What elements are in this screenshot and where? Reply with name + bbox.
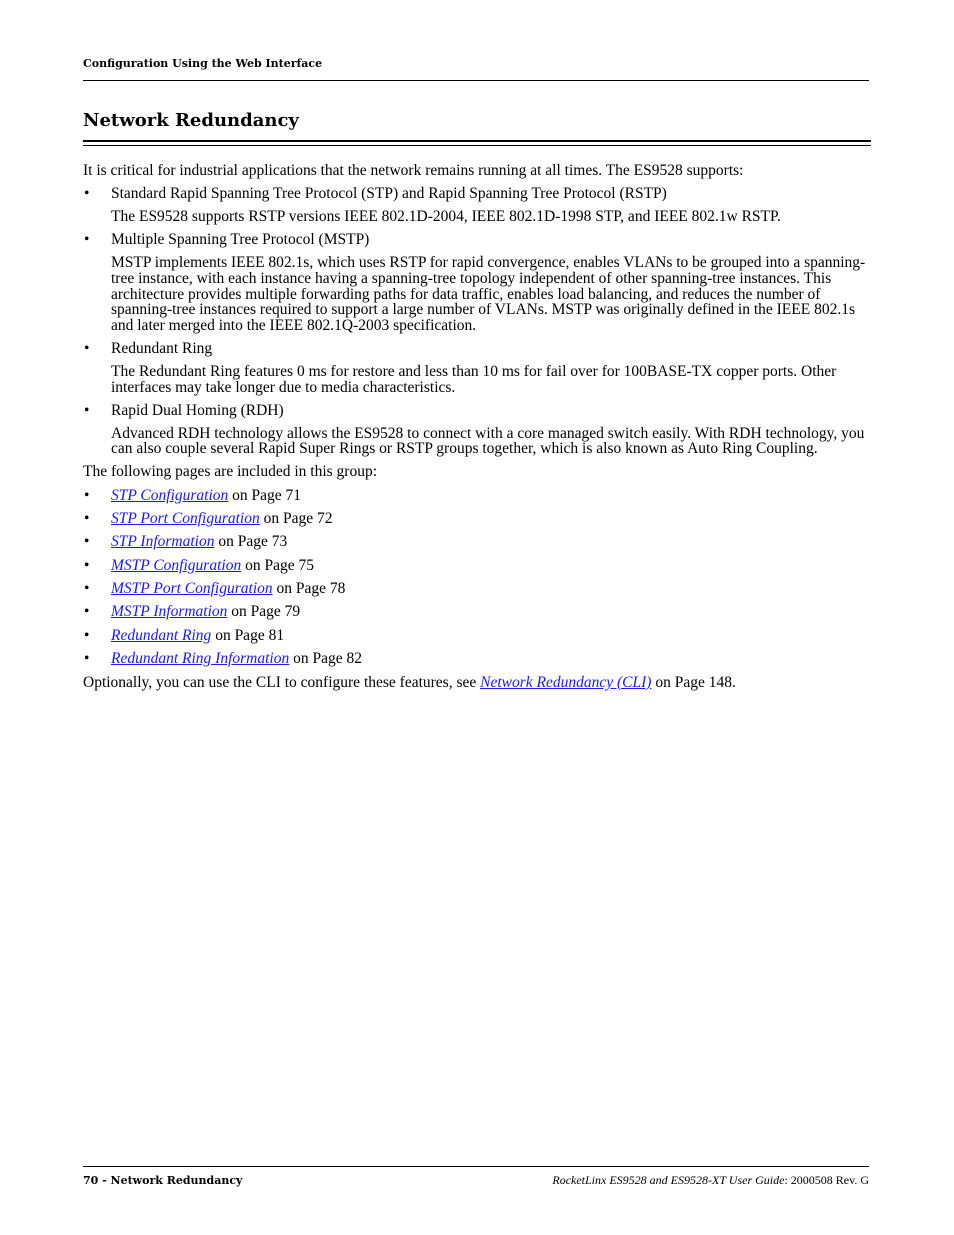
- pages-intro: The following pages are included in this group:: [83, 463, 378, 481]
- feature-description: MSTP implements IEEE 802.1s, which uses RSTP for rapid convergence, enables VLANs to be grouped into a spanning-tree instance, with each instance having a spanning-tree topology independent of other spanning-tree instances. This architecture provides multiple forwarding paths for data traffic, enables load balancing, and reduces the number of spanning-tree instances required to support a large number of VLANs. MSTP was originally defined in the IEEE 802.1s and later merged into the IEEE 802.1Q-2003 specification.: [111, 254, 866, 334]
- feature-description: Advanced RDH technology allows the ES9528 to connect with a core managed switch easily. With RDH technology, you can also couple several Rapid Super Rings or RSTP groups together, which is also known as Auto Ring Coupling.: [111, 424, 865, 458]
- page-list-item: [83, 628, 873, 644]
- cli-note: [83, 675, 873, 691]
- link-redundant-ring[interactable]: Redundant Ring: [111, 626, 212, 644]
- page-ref: on Page 72: [259, 509, 333, 527]
- page-ref: on Page 75: [241, 556, 314, 574]
- page-ref: on Page 78: [272, 580, 346, 598]
- link-stp-information[interactable]: STP Information: [111, 533, 215, 551]
- footer-page-label: 70 - Network Redundancy: [83, 1174, 243, 1187]
- feature-item: • Redundant Ring: [83, 341, 873, 357]
- intro-paragraph: It is critical for industrial applications that the network remains running at all times. The ES9528 supports:: [83, 162, 744, 179]
- page-ref: on Page 82: [289, 650, 363, 668]
- title-rule-thick: [83, 140, 871, 142]
- link-stp-configuration[interactable]: STP Configuration: [111, 486, 229, 504]
- footer-rule: [83, 1166, 869, 1167]
- section-title: Network Redundancy: [83, 110, 299, 131]
- footer-revision: : 2000508 Rev. G: [784, 1173, 869, 1187]
- feature-description: The ES9528 supports RSTP versions IEEE 802.1D-2004, IEEE 802.1D-1998 STP, and IEEE 802.1w RSTP.: [111, 208, 781, 226]
- cli-note-suffix: on Page 148.: [651, 673, 736, 691]
- link-mstp-port-configuration[interactable]: MSTP Port Configuration: [111, 580, 273, 598]
- page-ref: on Page 73: [214, 533, 288, 551]
- page-list-item: [83, 581, 873, 597]
- running-header: Configuration Using the Web Interface: [83, 57, 323, 70]
- page-ref: on Page 81: [211, 626, 285, 644]
- page-list-item: [83, 534, 873, 550]
- link-stp-port-configuration[interactable]: STP Port Configuration: [111, 509, 260, 527]
- title-rule-thin: [83, 145, 871, 146]
- page-list-item: [83, 651, 873, 667]
- page-ref: on Page 71: [228, 486, 302, 504]
- header-rule: [83, 80, 869, 81]
- page-list-item: [83, 604, 873, 620]
- page-list-item: [83, 511, 873, 527]
- feature-item: • Multiple Spanning Tree Protocol (MSTP): [83, 232, 873, 248]
- link-network-redundancy-cli[interactable]: Network Redundancy (CLI): [480, 673, 652, 691]
- page-list-item: [83, 488, 873, 504]
- link-mstp-information[interactable]: MSTP Information: [111, 603, 228, 621]
- cli-note-prefix: Optionally, you can use the CLI to configure these features, see: [83, 673, 481, 691]
- link-mstp-configuration[interactable]: MSTP Configuration: [111, 556, 242, 574]
- feature-description: The Redundant Ring features 0 ms for restore and less than 10 ms for fail over for 100BASE-TX copper ports. Other interfaces may take longer due to media characteristics.: [111, 362, 837, 396]
- body-content: [83, 163, 873, 698]
- footer-doc-title: [552, 1173, 869, 1188]
- page-ref: on Page 79: [227, 603, 301, 621]
- link-redundant-ring-information[interactable]: Redundant Ring Information: [111, 650, 290, 668]
- feature-item: • Rapid Dual Homing (RDH): [83, 403, 873, 419]
- page-list-item: [83, 558, 873, 574]
- feature-item: • Standard Rapid Spanning Tree Protocol (STP) and Rapid Spanning Tree Protocol (RSTP): [83, 186, 873, 202]
- footer-guide-title: RocketLinx ES9528 and ES9528-XT User Guide: [552, 1173, 785, 1187]
